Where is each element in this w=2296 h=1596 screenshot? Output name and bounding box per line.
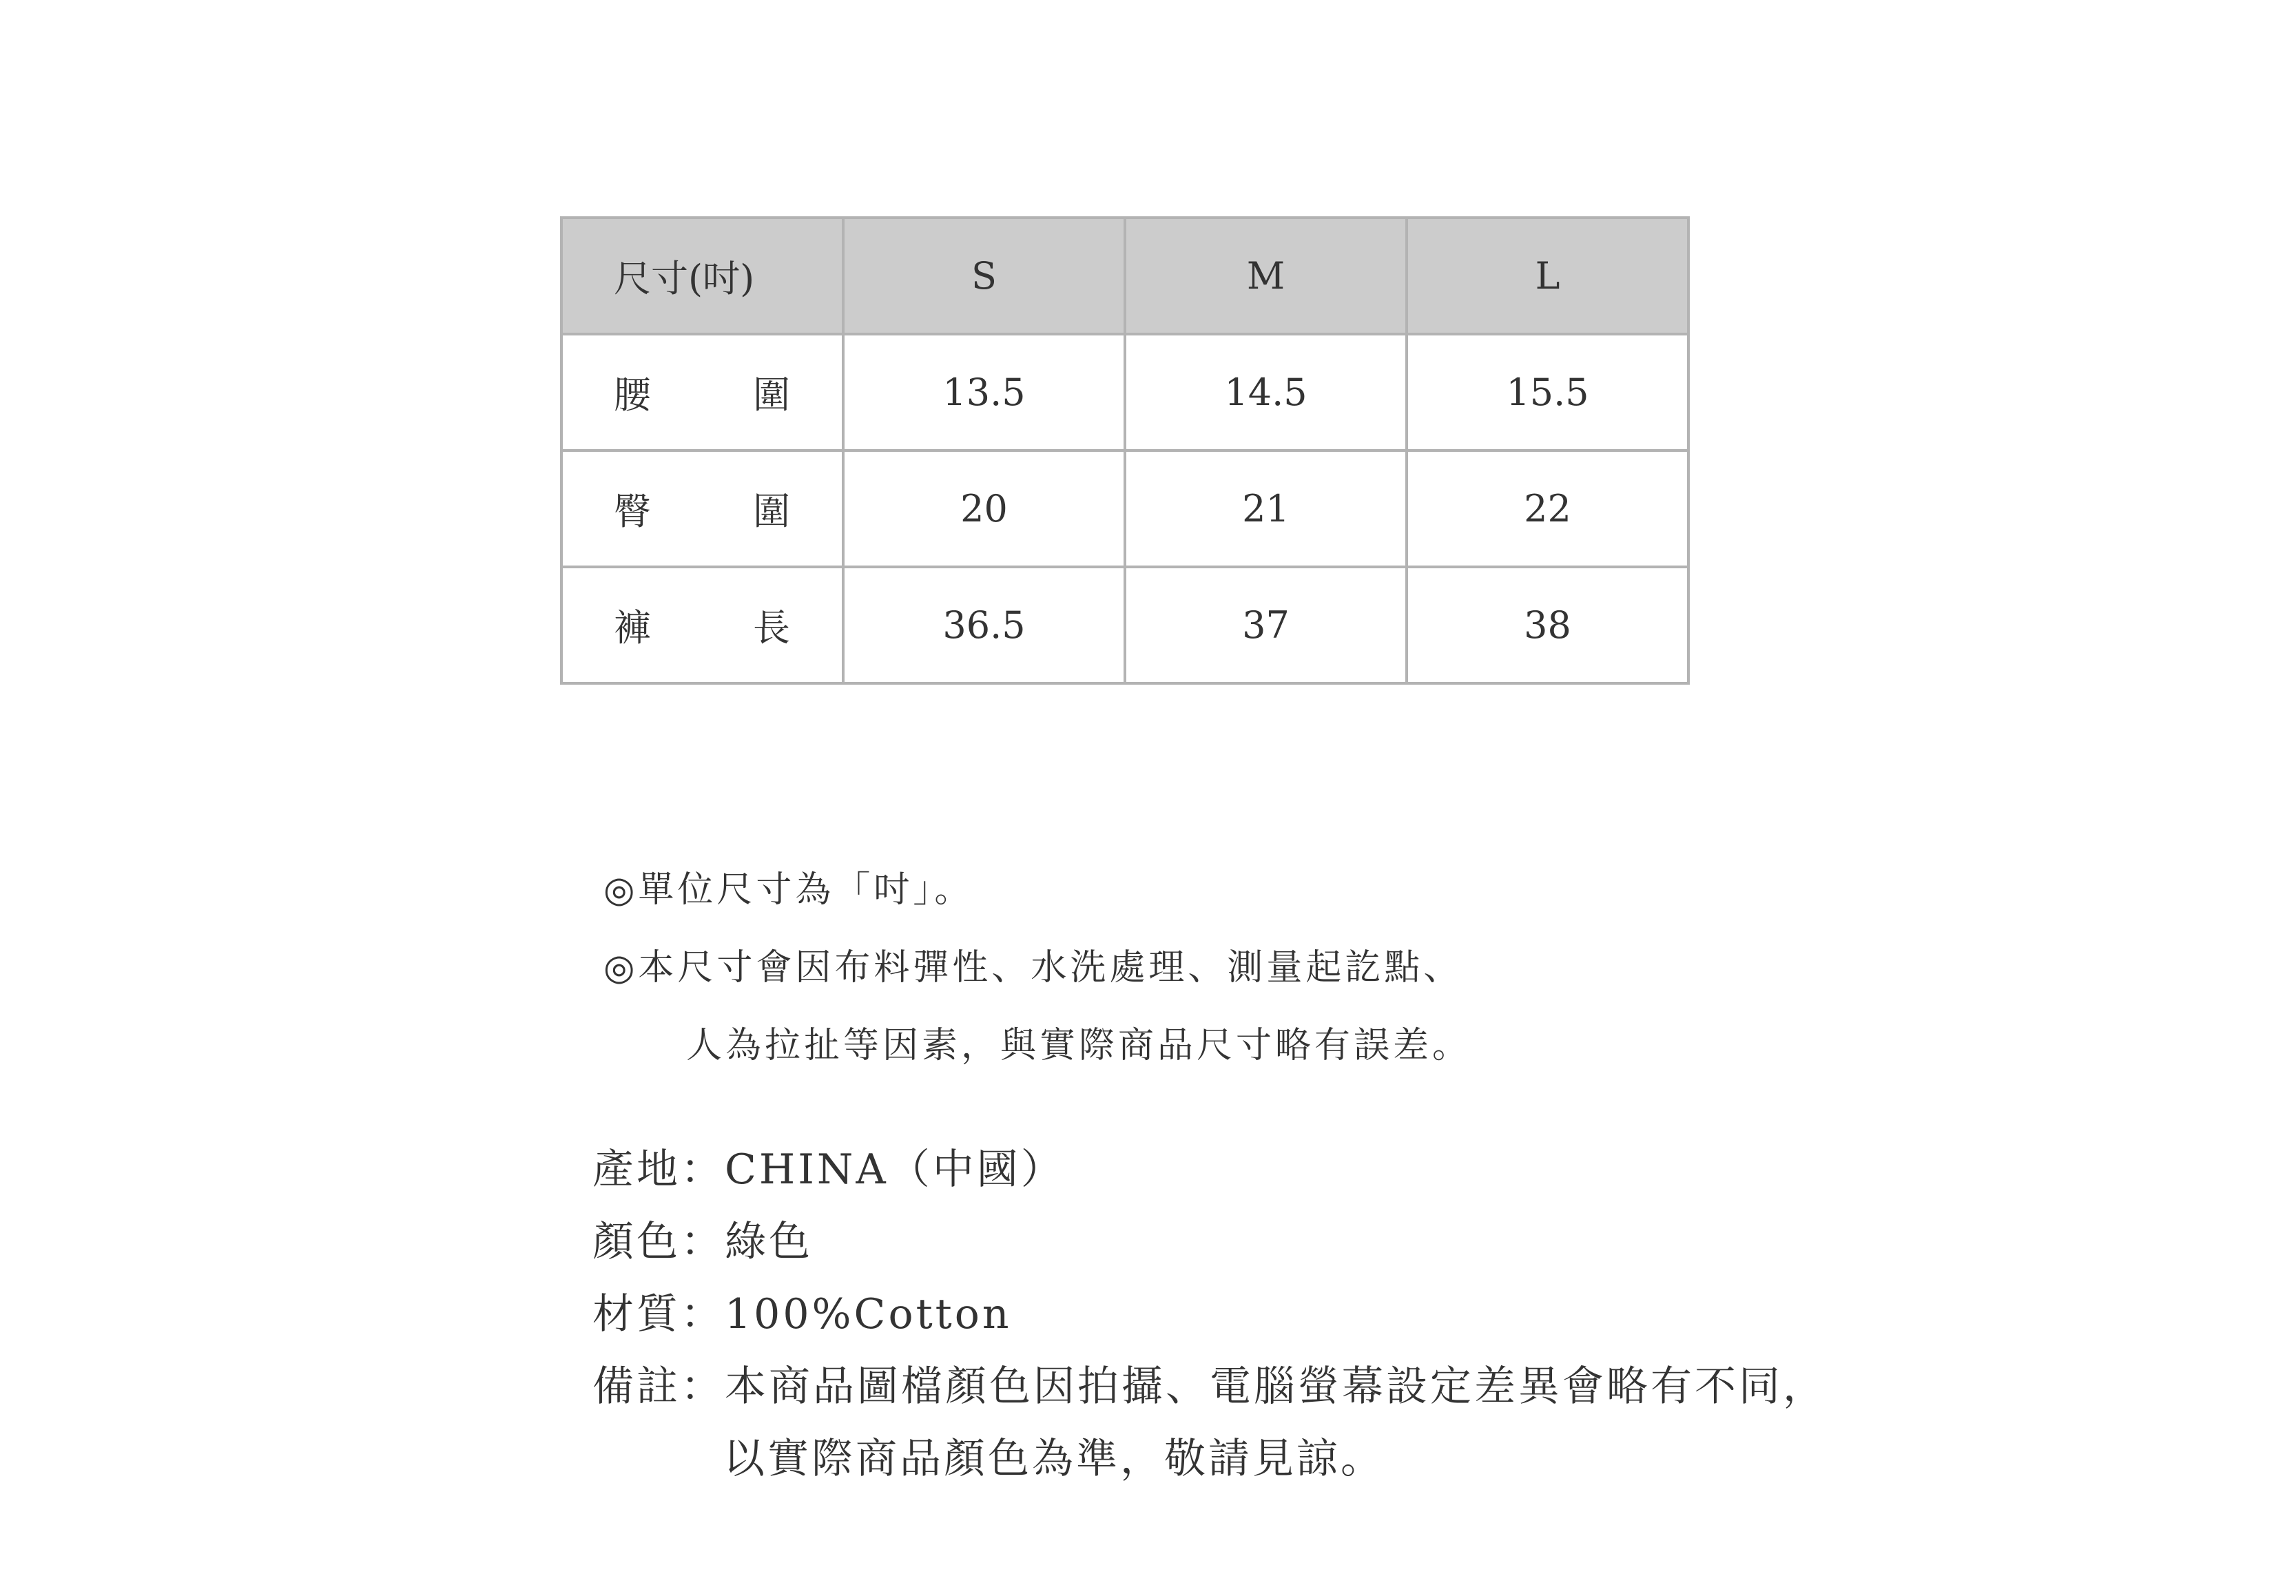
row-label-char: 褲 [614,606,651,650]
spec-remark-continued: 以實際商品顏色為準，敬請見諒。 [723,1435,1385,1483]
row-label-char: 長 [753,606,790,650]
header-size-l: L [1407,218,1688,334]
spec-material: 材質：100%Cotton [592,1290,1012,1338]
table-cell: 21 [1125,450,1407,567]
row-label-char: 圍 [753,373,790,417]
note-unit: ◎單位尺寸為「吋」。 [603,869,974,911]
note-tolerance-continued: 人為拉扯等因素，與實際商品尺寸略有誤差。 [686,1025,1472,1066]
row-label [561,450,843,567]
table-cell: 20 [843,450,1125,567]
size-table [560,216,1690,685]
table-row-length [561,567,1688,683]
spec-color: 顏色：綠色 [592,1218,813,1266]
table-cell: 22 [1407,450,1688,567]
header-size-unit: 尺寸(吋) [561,218,843,334]
product-specs [592,1145,1827,1506]
spec-remark: 備註：本商品圖檔顏色因拍攝、電腦螢幕設定差異會略有不同， [592,1362,1827,1411]
header-size-m: M [1125,218,1407,334]
header-size-s: S [843,218,1125,334]
table-cell: 15.5 [1407,334,1688,450]
row-label [561,334,843,450]
table-cell: 36.5 [843,567,1125,683]
size-table-header [561,218,1688,334]
table-cell: 37 [1125,567,1407,683]
row-label [561,567,843,683]
row-label-char: 圍 [753,490,790,533]
row-label-char: 腰 [614,373,651,417]
size-notes [603,868,1471,1101]
row-label-char: 臀 [614,490,651,533]
table-cell: 14.5 [1125,334,1407,450]
spec-origin: 產地：CHINA（中國） [592,1146,1065,1194]
table-cell: 38 [1407,567,1688,683]
note-tolerance: ◎本尺寸會因布料彈性、水洗處理、測量起訖點、 [603,947,1463,988]
table-row-hip [561,450,1688,567]
table-cell: 13.5 [843,334,1125,450]
table-row-waist [561,334,1688,450]
